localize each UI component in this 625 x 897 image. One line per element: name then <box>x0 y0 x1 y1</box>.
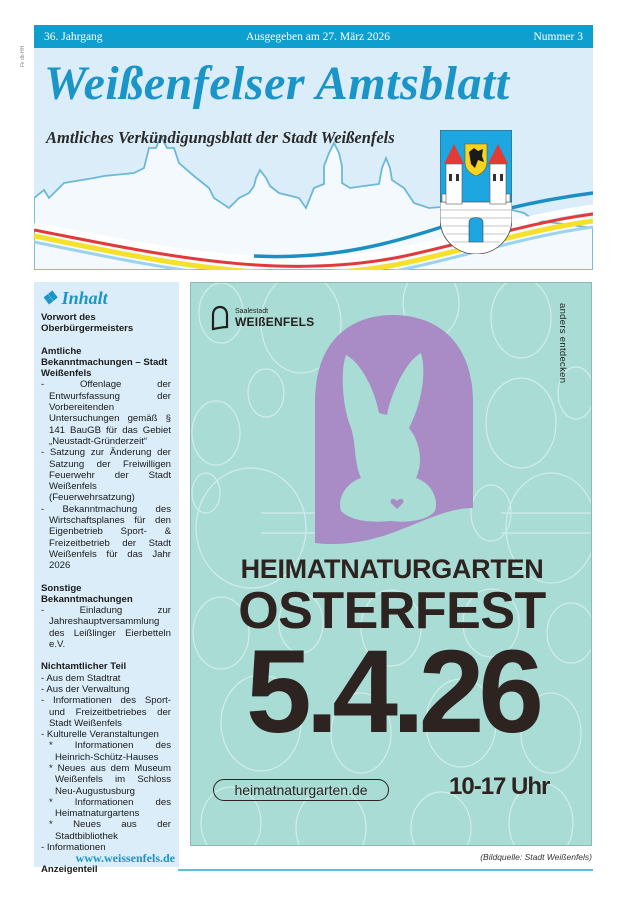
print-code: Fk db HH <box>20 45 26 67</box>
toc-subitem[interactable]: * Informationen des Heimatnaturgartens <box>49 796 171 820</box>
bottom-divider <box>178 869 593 871</box>
event-hours: 10-17 Uhr <box>449 773 550 800</box>
publication-subtitle: Amtliches Verkündigungsblatt der Stadt Weißenfels <box>46 128 395 147</box>
toc-item[interactable]: - Informationen des Sport- und Freizeitbetriebes der Stadt Weißenfels <box>41 695 171 729</box>
toc-subitem[interactable]: * Informationen des Heinrich-Schütz-Hauses <box>49 740 171 763</box>
brand-slogan: anders entdecken <box>557 303 568 384</box>
toc-heading: ❖ Inhalt <box>41 288 108 308</box>
event-date: 5.4.26 <box>245 626 539 758</box>
table-of-contents <box>34 282 179 876</box>
issue-number: Nummer 3 <box>533 30 583 43</box>
issue-info-bar <box>34 25 593 48</box>
publication-title: Weißenfelser Amtsblatt <box>44 57 510 110</box>
coat-of-arms-icon <box>440 130 512 254</box>
easter-festival-poster <box>190 282 592 846</box>
issue-date: Ausgegeben am 27. März 2026 <box>246 30 391 43</box>
event-title: OSTERFEST <box>238 582 546 640</box>
brand-small-text: Saalestadt <box>235 307 269 315</box>
toc-section-title[interactable]: Vorwort des Oberbürgermeisters <box>41 312 134 335</box>
image-credit: (Bildquelle: Stadt Weißenfels) <box>480 852 592 862</box>
event-venue: HEIMATNATURGARTEN <box>240 554 544 584</box>
toc-subitem[interactable]: * Neues aus dem Museum Weißenfels im Schloss Neu-Augustusburg <box>49 762 171 797</box>
toc-item[interactable]: - Satzung zur Änderung der Satzung der Freiwilligen Feuerwehr der Stadt Weißenfels (Feuerwehrsatzung) <box>41 447 171 504</box>
toc-section-title[interactable]: Amtliche Bekanntmachungen – Stadt Weißenfels <box>41 345 168 380</box>
toc-subitem[interactable]: * Neues aus der Stadtbibliothek <box>49 819 171 842</box>
toc-item[interactable]: - Offenlage der Entwurfsfassung der Vorbereitenden Untersuchungen gemäß § 141 BauGB für das Gebiet „Neustadt-Gründerzeit“ <box>41 379 171 447</box>
toc-section-title[interactable]: Nichtamtlicher Teil <box>41 661 127 673</box>
toc-item[interactable]: - Kulturelle Veranstaltungen <box>41 729 159 741</box>
toc-item[interactable]: - Aus dem Stadtrat <box>41 672 121 684</box>
city-brand-logo <box>211 305 314 331</box>
toc-section-title[interactable]: Sonstige Bekanntmachungen <box>41 582 133 605</box>
brand-name: WEIßENFELS <box>235 314 315 329</box>
toc-item[interactable]: - Bekanntmachung des Wirtschaftsplanes für den Eigenbetrieb Sport- & Freizeitbetrieb der Stadt Weißenfels für das Jahr 2026 <box>41 503 171 572</box>
volume-label: 36. Jahrgang <box>44 30 103 43</box>
toc-item[interactable]: - Einladung zur Jahreshauptversammlung des Leißlinger Eierbetteln e.V. <box>41 605 171 651</box>
event-website-link[interactable]: heimatnaturgarten.de <box>213 779 389 801</box>
toc-item[interactable]: - Aus der Verwaltung <box>41 683 130 695</box>
arch-logo-icon <box>211 305 229 331</box>
toc-item[interactable]: - Informationen <box>41 842 106 854</box>
website-link[interactable]: www.weissenfels.de <box>75 850 175 865</box>
toc-section-title[interactable]: Anzeigenteil <box>41 864 98 876</box>
